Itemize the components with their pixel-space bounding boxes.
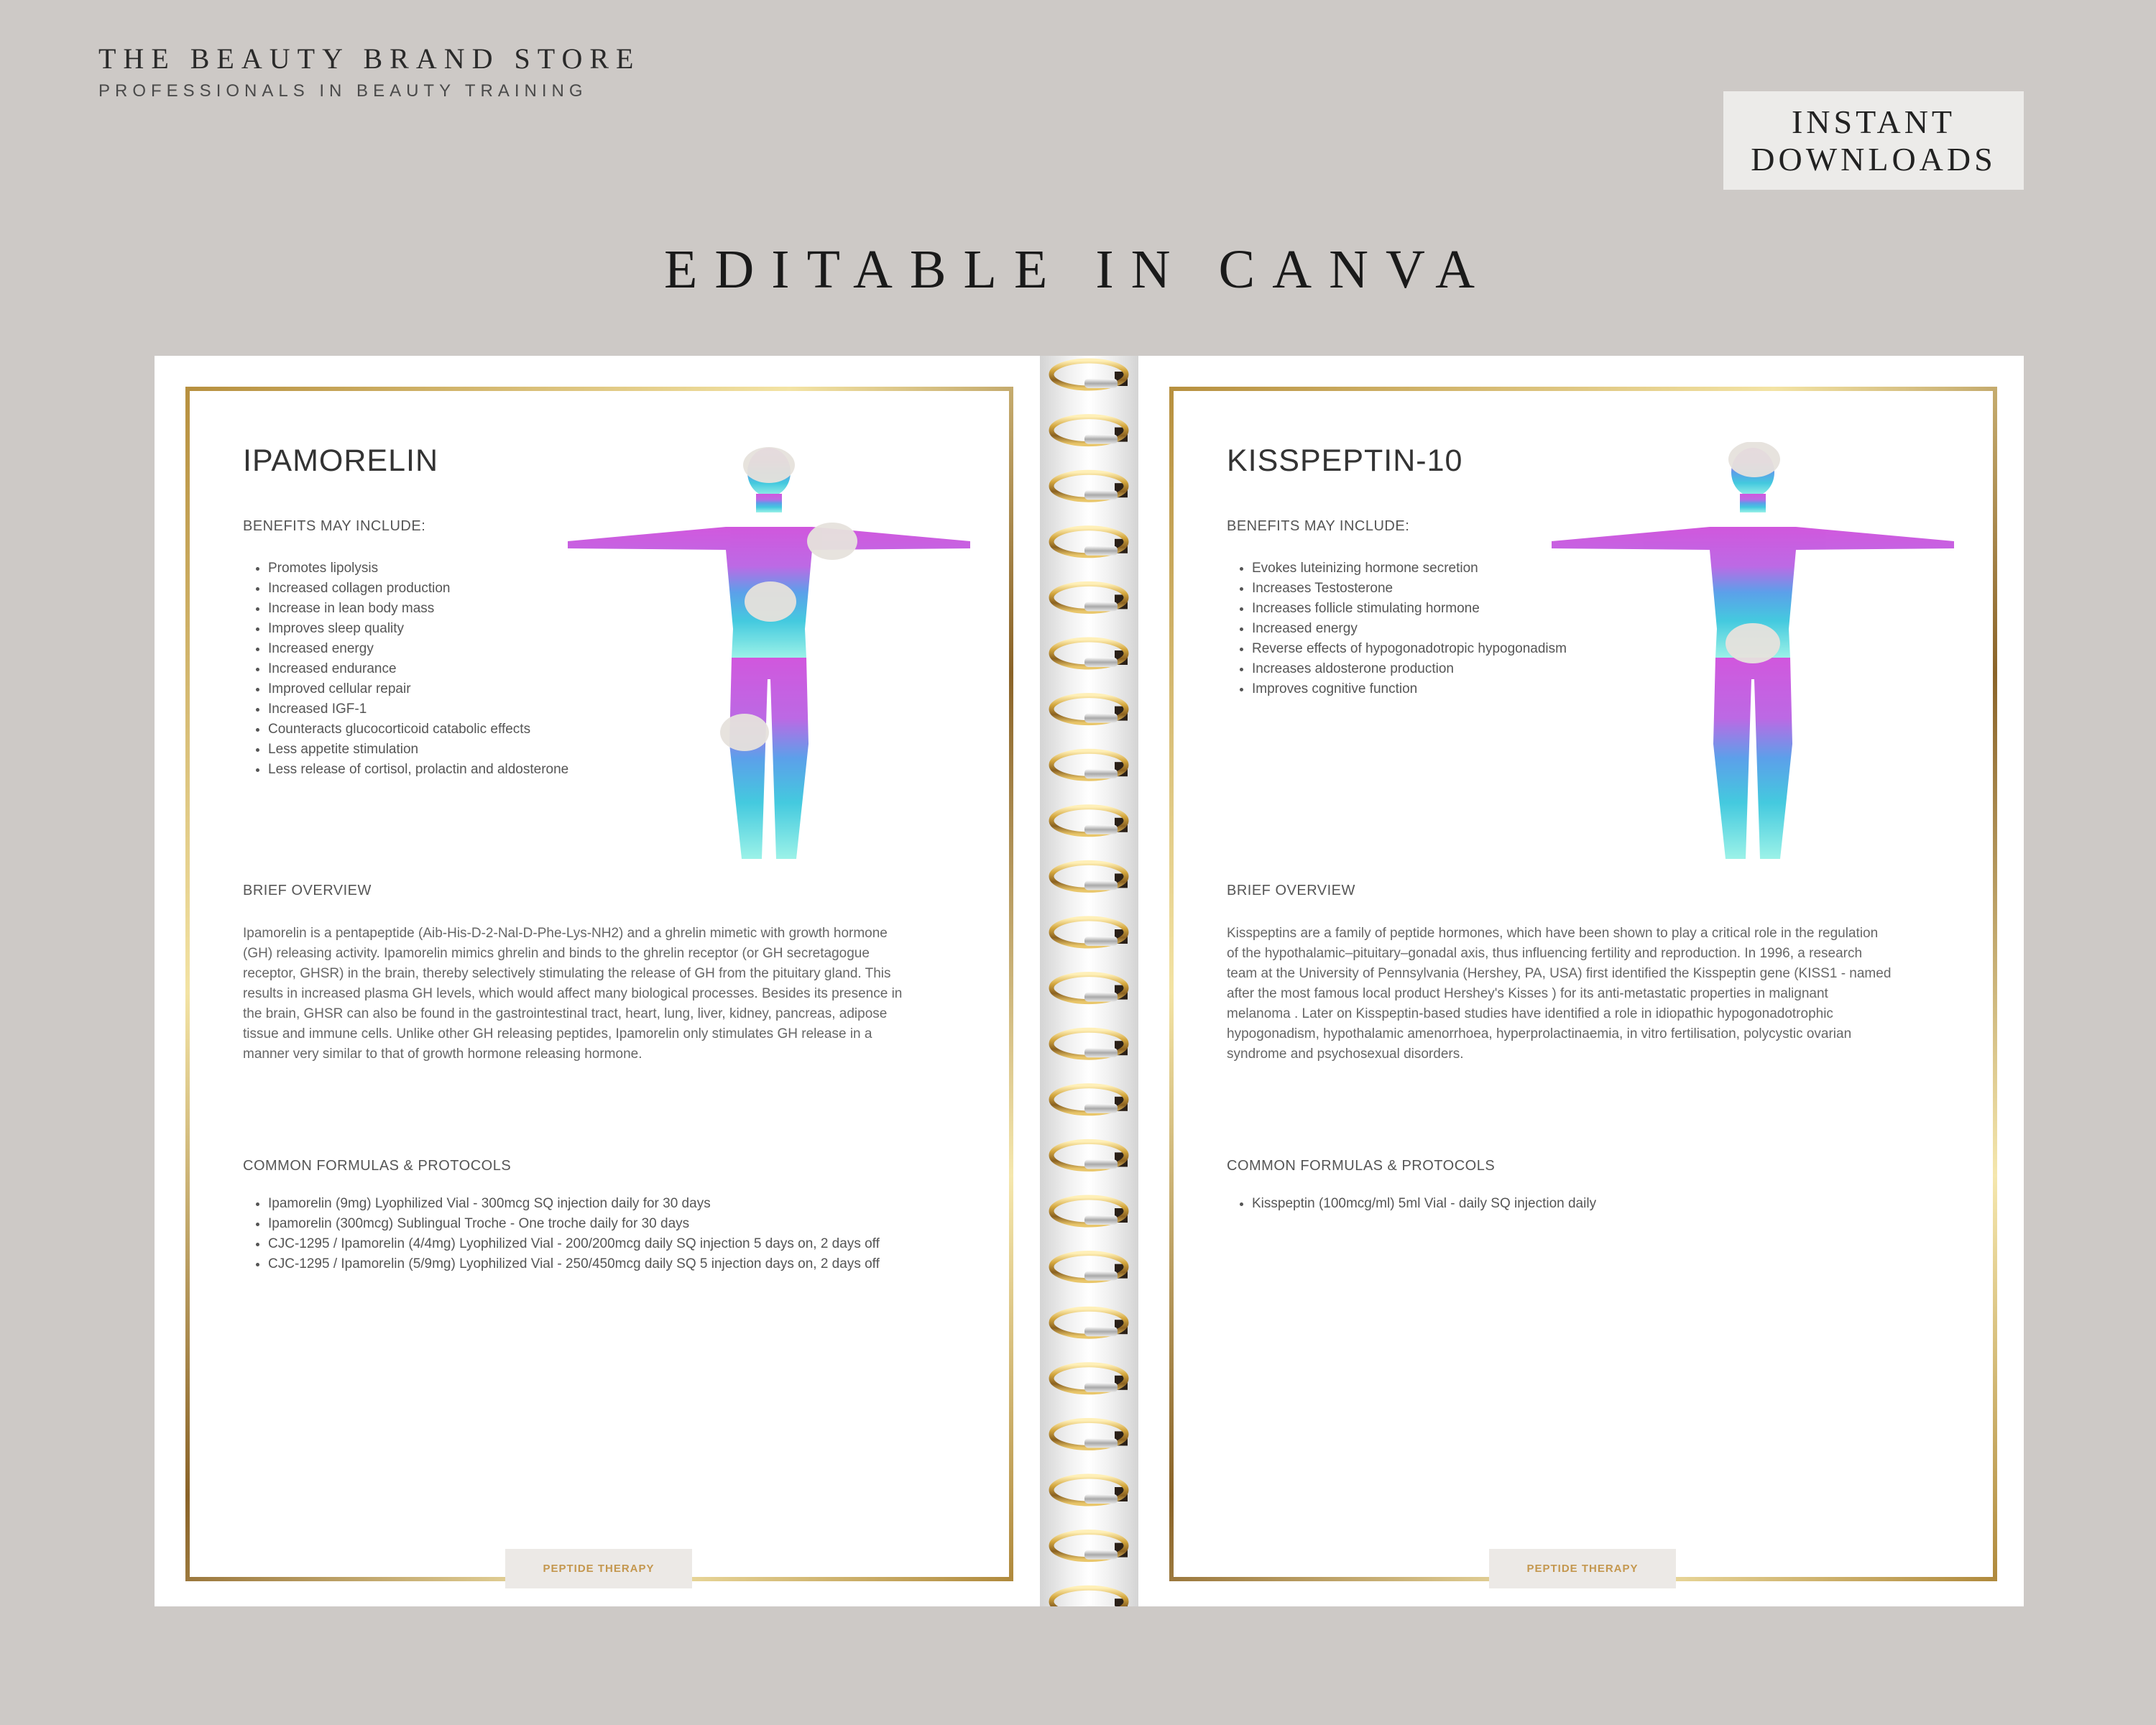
right-page <box>1138 356 2024 1606</box>
binder-ring <box>1051 1588 1128 1606</box>
binder-ring <box>1051 1141 1128 1169</box>
list-item: • Reverse effects of hypogonadotropic hypogonadism <box>1252 639 1567 659</box>
list-item: • Counteracts glucocorticoid catabolic effects <box>268 719 568 740</box>
body-figure-illustration <box>1552 442 1954 866</box>
list-item: • Increases Testosterone <box>1252 579 1567 599</box>
list-item: • Increased IGF-1 <box>268 699 568 719</box>
overview-paragraph <box>1227 924 1945 1064</box>
benefits-list <box>243 558 568 780</box>
overview-line: tissue and immune cells. Unlike other GH releasing peptides, Ipamorelin only stimulates GH release in a <box>243 1026 872 1041</box>
binder-ring <box>1051 807 1128 834</box>
protocols-heading: COMMON FORMULAS & PROTOCOLS <box>243 1158 512 1174</box>
list-item: • Increased collagen production <box>268 579 568 599</box>
overview-line: receptor, GHSR) in the brain, thereby selectively stimulating the release of GH from the pituitary gland. This <box>243 966 891 981</box>
binder-ring <box>1051 1365 1128 1392</box>
binder-ring <box>1051 751 1128 778</box>
overview-line: syndrome and psychosexual disorders. <box>1227 1046 1464 1062</box>
overview-line: team at the University of Pennsylvania (Hershey, PA, USA) first identified the Kisspeptin gene (KISS1 - named <box>1227 966 1892 981</box>
binder-ring <box>1051 862 1128 890</box>
badge-line-1: INSTANT <box>1791 103 1956 140</box>
right-sheet <box>1138 356 2024 1606</box>
overview-line: Kisspeptins are a family of peptide hormones, which have been shown to play a critical role in the regulation <box>1227 926 1879 941</box>
brand-tagline: PROFESSIONALS IN BEAUTY TRAINING <box>98 81 588 101</box>
list-item: • Promotes lipolysis <box>268 558 568 579</box>
list-item: • Evokes luteinizing hormone secretion <box>1252 558 1567 579</box>
binder-ring <box>1051 472 1128 500</box>
list-item: • CJC-1295 / Ipamorelin (4/4mg) Lyophilized Vial - 200/200mcg daily SQ injection 5 days on, 2 days off <box>268 1234 880 1254</box>
brand-block <box>98 42 640 101</box>
protocols-list <box>243 1194 880 1274</box>
benefits-heading: BENEFITS MAY INCLUDE: <box>243 518 426 534</box>
binder-ring <box>1051 1476 1128 1504</box>
spiral-binding <box>1040 356 1138 1606</box>
list-item: • Increase in lean body mass <box>268 599 568 619</box>
binder-ring <box>1051 1030 1128 1057</box>
headline: EDITABLE IN CANVA <box>663 239 1492 300</box>
overview-heading: BRIEF OVERVIEW <box>1227 883 1355 898</box>
list-item: • Ipamorelin (300mcg) Sublingual Troche - One troche daily for 30 days <box>268 1214 880 1234</box>
overview-heading: BRIEF OVERVIEW <box>243 883 372 898</box>
binder-ring <box>1051 361 1128 388</box>
list-item: • Increases aldosterone production <box>1252 659 1567 679</box>
list-item: • Less appetite stimulation <box>268 740 568 760</box>
badge-line-2: DOWNLOADS <box>1751 140 1996 178</box>
binder-ring <box>1051 1254 1128 1281</box>
list-item: • Less release of cortisol, prolactin and aldosterone <box>268 760 568 780</box>
list-item: • Ipamorelin (9mg) Lyophilized Vial - 300mcg SQ injection daily for 30 days <box>268 1194 880 1214</box>
footer-tab: PEPTIDE THERAPY <box>505 1549 692 1588</box>
protocols-heading: COMMON FORMULAS & PROTOCOLS <box>1227 1158 1496 1174</box>
overview-line: (GH) releasing activity. Ipamorelin mimics ghrelin and binds to the ghrelin receptor (or GH secretagogue <box>243 946 870 961</box>
overview-line: manner very similar to that of growth hormone releasing hormone. <box>243 1046 642 1062</box>
list-item: • Improves cognitive function <box>1252 679 1567 699</box>
left-page <box>155 356 1040 1606</box>
binder-ring <box>1051 919 1128 946</box>
overview-line: results in increased plasma GH levels, which would affect many biological processes. Besides its presence in <box>243 986 903 1001</box>
list-item: • Improves sleep quality <box>268 619 568 639</box>
list-item: • Kisspeptin (100mcg/ml) 5ml Vial - daily SQ injection daily <box>1252 1194 1596 1214</box>
overview-line: Ipamorelin is a pentapeptide (Aib-His-D-2-Nal-D-Phe-Lys-NH2) and a ghrelin mimetic with growth hormone <box>243 926 888 941</box>
binder-ring <box>1051 417 1128 444</box>
overview-line: the brain, GHSR can also be found in the gastrointestinal tract, heart, lung, liver, kidney, pancreas, adipose <box>243 1006 888 1021</box>
binder-ring <box>1051 528 1128 556</box>
binder-ring <box>1051 1197 1128 1225</box>
list-item: • CJC-1295 / Ipamorelin (5/9mg) Lyophilized Vial - 250/450mcg daily SQ 5 injection days on, 2 days off <box>268 1254 880 1274</box>
benefits-heading: BENEFITS MAY INCLUDE: <box>1227 518 1410 534</box>
overview-line: melanoma . Later on Kisspeptin-based studies have identified a role in idiopathic hypogonadotrophic <box>1227 1006 1833 1021</box>
binder-ring <box>1051 975 1128 1002</box>
binder-ring <box>1051 696 1128 723</box>
binder-ring <box>1051 1309 1128 1336</box>
binder-ring <box>1051 640 1128 667</box>
list-item: • Increases follicle stimulating hormone <box>1252 599 1567 619</box>
overview-line: of the hypothalamic–pituitary–gonadal axis, thus influencing fertility and reproduction. In 1996, a research <box>1227 946 1863 961</box>
benefits-list <box>1227 558 1567 699</box>
list-item: • Increased energy <box>268 639 568 659</box>
left-sheet <box>155 356 1040 1606</box>
protocols-list <box>1227 1194 1596 1214</box>
body-figure-illustration <box>568 442 970 866</box>
page-title: KISSPEPTIN-10 <box>1227 443 1463 478</box>
instant-downloads-badge <box>1723 91 2024 190</box>
brand-name: THE BEAUTY BRAND STORE <box>98 42 641 75</box>
overview-line: hypogonadism, hypothalamic amenorrhoea, hyperprolactinaemia, in vitro fertilisation, polycystic ovarian <box>1227 1026 1852 1041</box>
page-title: IPAMORELIN <box>243 443 439 478</box>
binder-ring <box>1051 1086 1128 1113</box>
footer-tab: PEPTIDE THERAPY <box>1489 1549 1676 1588</box>
overview-paragraph <box>243 924 962 1064</box>
list-item: • Increased endurance <box>268 659 568 679</box>
list-item: • Increased energy <box>1252 619 1567 639</box>
overview-line: after the most famous local product Hershey's Kisses ) for its anti-metastatic properties in malignant <box>1227 986 1828 1001</box>
list-item: • Improved cellular repair <box>268 679 568 699</box>
binder-ring <box>1051 1532 1128 1560</box>
binder-ring <box>1051 1420 1128 1448</box>
binder-ring <box>1051 584 1128 611</box>
